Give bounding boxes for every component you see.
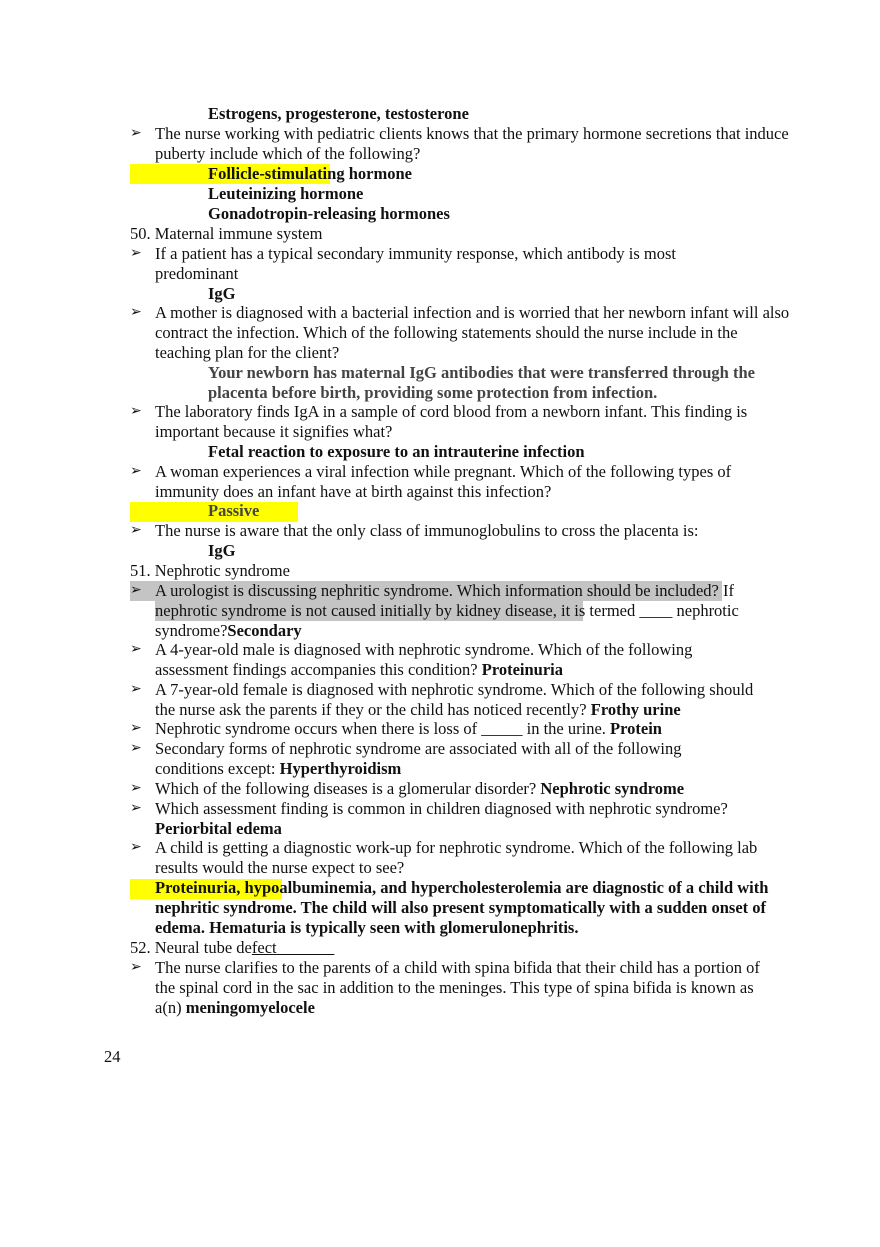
question-text xyxy=(155,779,795,799)
question-text xyxy=(155,958,775,1017)
section-heading-underlined: fect xyxy=(251,938,277,957)
question-body: Which of the following diseases is a glomerular disorder? xyxy=(155,779,537,798)
answer-text: Frothy urine xyxy=(590,699,681,719)
question-text xyxy=(155,680,765,720)
arrow-bullet-icon: ➢ xyxy=(130,959,142,975)
question-text xyxy=(155,719,795,739)
answer-text xyxy=(155,878,785,937)
section-heading: 51. Nephrotic syndrome xyxy=(130,561,290,580)
question-text: The laboratory finds IgA in a sample of cord blood from a newborn infant. This finding is important because it signifies what? xyxy=(155,402,748,441)
section-heading: 50. Maternal immune system xyxy=(130,224,323,243)
answer-text: Nephrotic syndrome xyxy=(540,779,685,798)
arrow-bullet-icon: ➢ xyxy=(130,125,142,141)
question-body: A 7-year-old female is diagnosed with nephrotic syndrome. Which of the following should the nurse ask the parents if they or the child has noticed recently? xyxy=(155,680,754,719)
answer-text: Gonadotropin-releasing hormones xyxy=(208,204,450,223)
question-text: The nurse working with pediatric clients knows that the primary hormone secretions that induce puberty include which of the following? xyxy=(155,124,789,163)
highlighted-text: nephrotic syndrome is not caused initially by kidney disease, i xyxy=(155,600,566,620)
highlighted-text: A urologist is discussing nephritic syndrome. Which information should be includ xyxy=(155,581,696,600)
question-body: The nurse clarifies to the parents of a child with spina bifida that their child has a portion of the spinal cord in the sac in addition to the meninges. This type of spina bifida is known as a(n) xyxy=(155,958,760,1017)
question-text xyxy=(155,799,795,839)
question-body: Secondary forms of nephrotic syndrome are associated with all of the following conditions except: xyxy=(155,739,682,778)
question-text xyxy=(155,640,730,680)
arrow-bullet-icon: ➢ xyxy=(130,304,142,320)
arrow-bullet-icon: ➢ xyxy=(130,740,142,756)
arrow-bullet-icon: ➢ xyxy=(130,582,142,598)
answer-text: Estrogens, progesterone, testosterone xyxy=(208,104,469,123)
arrow-bullet-icon: ➢ xyxy=(130,780,142,796)
arrow-bullet-icon: ➢ xyxy=(130,800,142,816)
answer-text: Leuteinizing hormone xyxy=(208,184,364,203)
answer-text xyxy=(208,164,788,184)
arrow-bullet-icon: ➢ xyxy=(130,463,142,479)
question-text: A woman experiences a viral infection while pregnant. Which of the following types of immunity does an infant have at birth against this infection? xyxy=(155,462,732,501)
answer-text: meningomyelocele xyxy=(185,997,315,1017)
question-text xyxy=(155,581,795,640)
answer-text-rest: ng hormone xyxy=(327,164,412,183)
section-heading xyxy=(130,938,334,958)
question-text: If a patient has a typical secondary immunity response, which antibody is most predominant xyxy=(155,244,677,283)
arrow-bullet-icon: ➢ xyxy=(130,839,142,855)
answer-text: IgG xyxy=(208,541,236,560)
section-heading-text: 52. Neural tube de xyxy=(130,938,252,957)
question-text: A child is getting a diagnostic work-up for nephrotic syndrome. Which of the following lab results would the nurse expect to see? xyxy=(155,838,758,877)
answer-text: Fetal reaction to exposure to an intrauterine infection xyxy=(208,442,585,461)
question-text: The nurse is aware that the only class of immunoglobulins to cross the placenta is: xyxy=(155,521,699,540)
answer-text: Passive xyxy=(208,501,260,520)
question-body: Which assessment finding is common in children diagnosed with nephrotic syndrome? xyxy=(155,799,728,818)
answer-text: Proteinuria xyxy=(481,659,564,679)
arrow-bullet-icon: ➢ xyxy=(130,720,142,736)
answer-text: Your newborn has maternal IgG antibodies that were transferred through the placenta before birth, providing some protection from infection. xyxy=(208,363,755,402)
question-text: A mother is diagnosed with a bacterial infection and is worried that her newborn infant will also contract the infection. Which of the following statements should the nurse include in the teaching plan for the client? xyxy=(155,303,790,362)
answer-text: Secondary xyxy=(227,620,302,640)
question-text-rest: syndrome? xyxy=(155,620,228,640)
answer-text: Periorbital edema xyxy=(155,818,282,838)
question-body: Nephrotic syndrome occurs when there is loss of _____ in the urine. xyxy=(155,719,606,738)
answer-text-rest: albuminemia, and hypercholesterolemia are diagnostic of a child with nephritic syndrome. The child will also present symptomatically with a sudden onset of edema. Hematuria is typically seen with glomerulonephritis. xyxy=(155,878,769,937)
arrow-bullet-icon: ➢ xyxy=(130,403,142,419)
arrow-bullet-icon: ➢ xyxy=(130,245,142,261)
question-text-rest: ed? If xyxy=(695,581,734,600)
arrow-bullet-icon: ➢ xyxy=(130,522,142,538)
answer-text: IgG xyxy=(208,284,236,303)
arrow-bullet-icon: ➢ xyxy=(130,681,142,697)
highlighted-text: Follicle-stimulati xyxy=(208,164,328,183)
highlighted-text: Proteinuria, hypo xyxy=(155,878,280,897)
blank-line xyxy=(277,938,335,957)
question-body: A 4-year-old male is diagnosed with nephrotic syndrome. Which of the following assessment findings accompanies this condition? xyxy=(155,640,693,679)
page-number: 24 xyxy=(104,1047,121,1066)
question-text-rest: t is termed ____ nephrotic xyxy=(565,600,739,620)
question-text xyxy=(155,739,715,779)
arrow-bullet-icon: ➢ xyxy=(130,641,142,657)
answer-text: Hyperthyroidism xyxy=(279,758,402,778)
answer-text: Protein xyxy=(610,719,662,738)
